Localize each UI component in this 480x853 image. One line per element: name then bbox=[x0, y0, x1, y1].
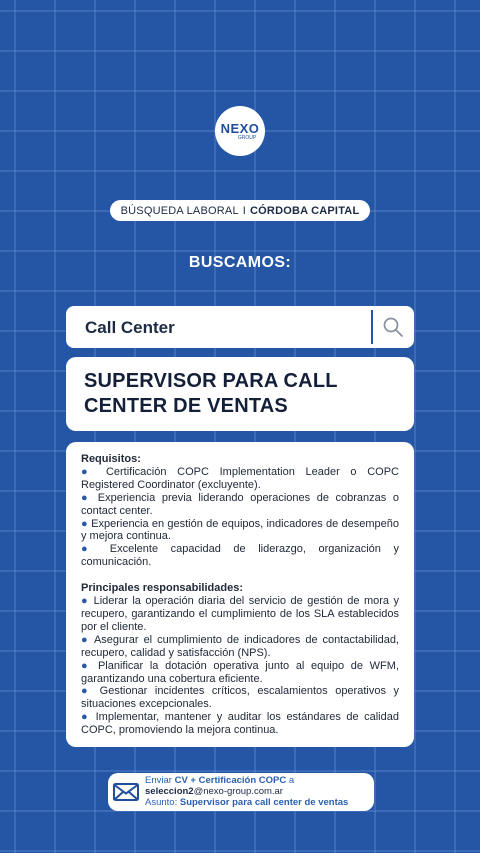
bullet-icon: ● bbox=[81, 491, 92, 504]
bullet-icon: ● bbox=[81, 465, 96, 478]
list-item bbox=[81, 685, 399, 711]
contact-line-1 bbox=[145, 775, 373, 786]
headline: BUSCAMOS: bbox=[188, 254, 292, 271]
responsibilities-title: Principales responsabilidades: bbox=[81, 582, 244, 595]
requirement-text: Experiencia previa liderando operaciones de cobranzas o contact center. bbox=[81, 491, 399, 517]
list-item bbox=[81, 634, 399, 660]
logo-sub: GROUP bbox=[237, 134, 257, 141]
list-item bbox=[81, 466, 399, 492]
responsibility-text: Implementar, mantener y auditar los estándares de calidad COPC, promoviendo la mejora continua. bbox=[81, 711, 399, 737]
bullet-icon: ● bbox=[81, 543, 98, 556]
job-title-card bbox=[66, 357, 414, 431]
list-item bbox=[81, 492, 399, 518]
job-search-banner bbox=[110, 200, 370, 221]
nexo-logo bbox=[215, 106, 265, 156]
job-details-card bbox=[66, 442, 414, 747]
bullet-icon: ● bbox=[81, 659, 92, 672]
responsibility-text: Gestionar incidentes críticos, escalamientos operativos y situaciones excepcionales. bbox=[81, 685, 399, 711]
bullet-icon: ● bbox=[81, 685, 93, 698]
logo-brand: NEXO bbox=[220, 120, 260, 136]
contact-email-link[interactable] bbox=[145, 786, 373, 797]
bullet-icon: ● bbox=[81, 711, 91, 724]
banner-prefix: BÚSQUEDA LABORAL bbox=[120, 204, 239, 217]
contact-required-docs: CV + Certificación COPC bbox=[174, 775, 287, 786]
search-divider bbox=[371, 310, 373, 344]
responsibility-text: Planificar la dotación operativa junto al equipo de WFM, garantizando una cobertura eficiente. bbox=[81, 659, 399, 685]
contact-subject bbox=[145, 797, 373, 808]
requirement-text: Experiencia en gestión de equipos, indicadores de desempeño y mejora continua. bbox=[81, 517, 399, 543]
list-item bbox=[81, 711, 399, 737]
search-input[interactable]: Call Center bbox=[85, 318, 175, 337]
bullet-icon: ● bbox=[81, 517, 88, 530]
bullet-icon: ● bbox=[81, 633, 90, 646]
list-item bbox=[81, 595, 399, 634]
subject-label: Asunto: bbox=[145, 797, 178, 808]
banner-separator: I bbox=[242, 204, 247, 217]
requirements-title: Requisitos: bbox=[81, 453, 141, 465]
email-domain[interactable]: @nexo-group.com.ar bbox=[193, 786, 283, 797]
requirement-text: Excelente capacidad de liderazgo, organización y comunicación. bbox=[81, 543, 399, 569]
list-item bbox=[81, 543, 399, 569]
list-item bbox=[81, 518, 399, 544]
banner-location: CÓRDOBA CAPITAL bbox=[250, 204, 360, 217]
envelope-icon bbox=[113, 783, 139, 801]
contact-prefix: Enviar bbox=[145, 775, 172, 786]
contact-box bbox=[108, 773, 374, 811]
email-user[interactable]: seleccion2 bbox=[145, 786, 194, 797]
bullet-icon: ● bbox=[81, 595, 90, 608]
job-title: SUPERVISOR PARA CALL CENTER DE VENTAS bbox=[84, 370, 338, 417]
search-bar[interactable] bbox=[66, 306, 414, 348]
contact-suffix: a bbox=[288, 775, 295, 786]
subject-value: Supervisor para call center de ventas bbox=[179, 797, 349, 808]
requirement-text: Certificación COPC Implementation Leader o COPC Registered Coordinator (excluyente). bbox=[81, 465, 399, 491]
search-icon[interactable] bbox=[382, 316, 404, 338]
responsibility-text: Liderar la operación diaria del servicio de gestión de mora y recupero, garantizando el cumplimiento de los SLA establecidos por el cliente. bbox=[81, 595, 399, 633]
list-item bbox=[81, 660, 399, 686]
responsibility-text: Asegurar el cumplimiento de indicadores de contactabilidad, recupero, calidad y satisfacción (NPS). bbox=[81, 633, 399, 659]
